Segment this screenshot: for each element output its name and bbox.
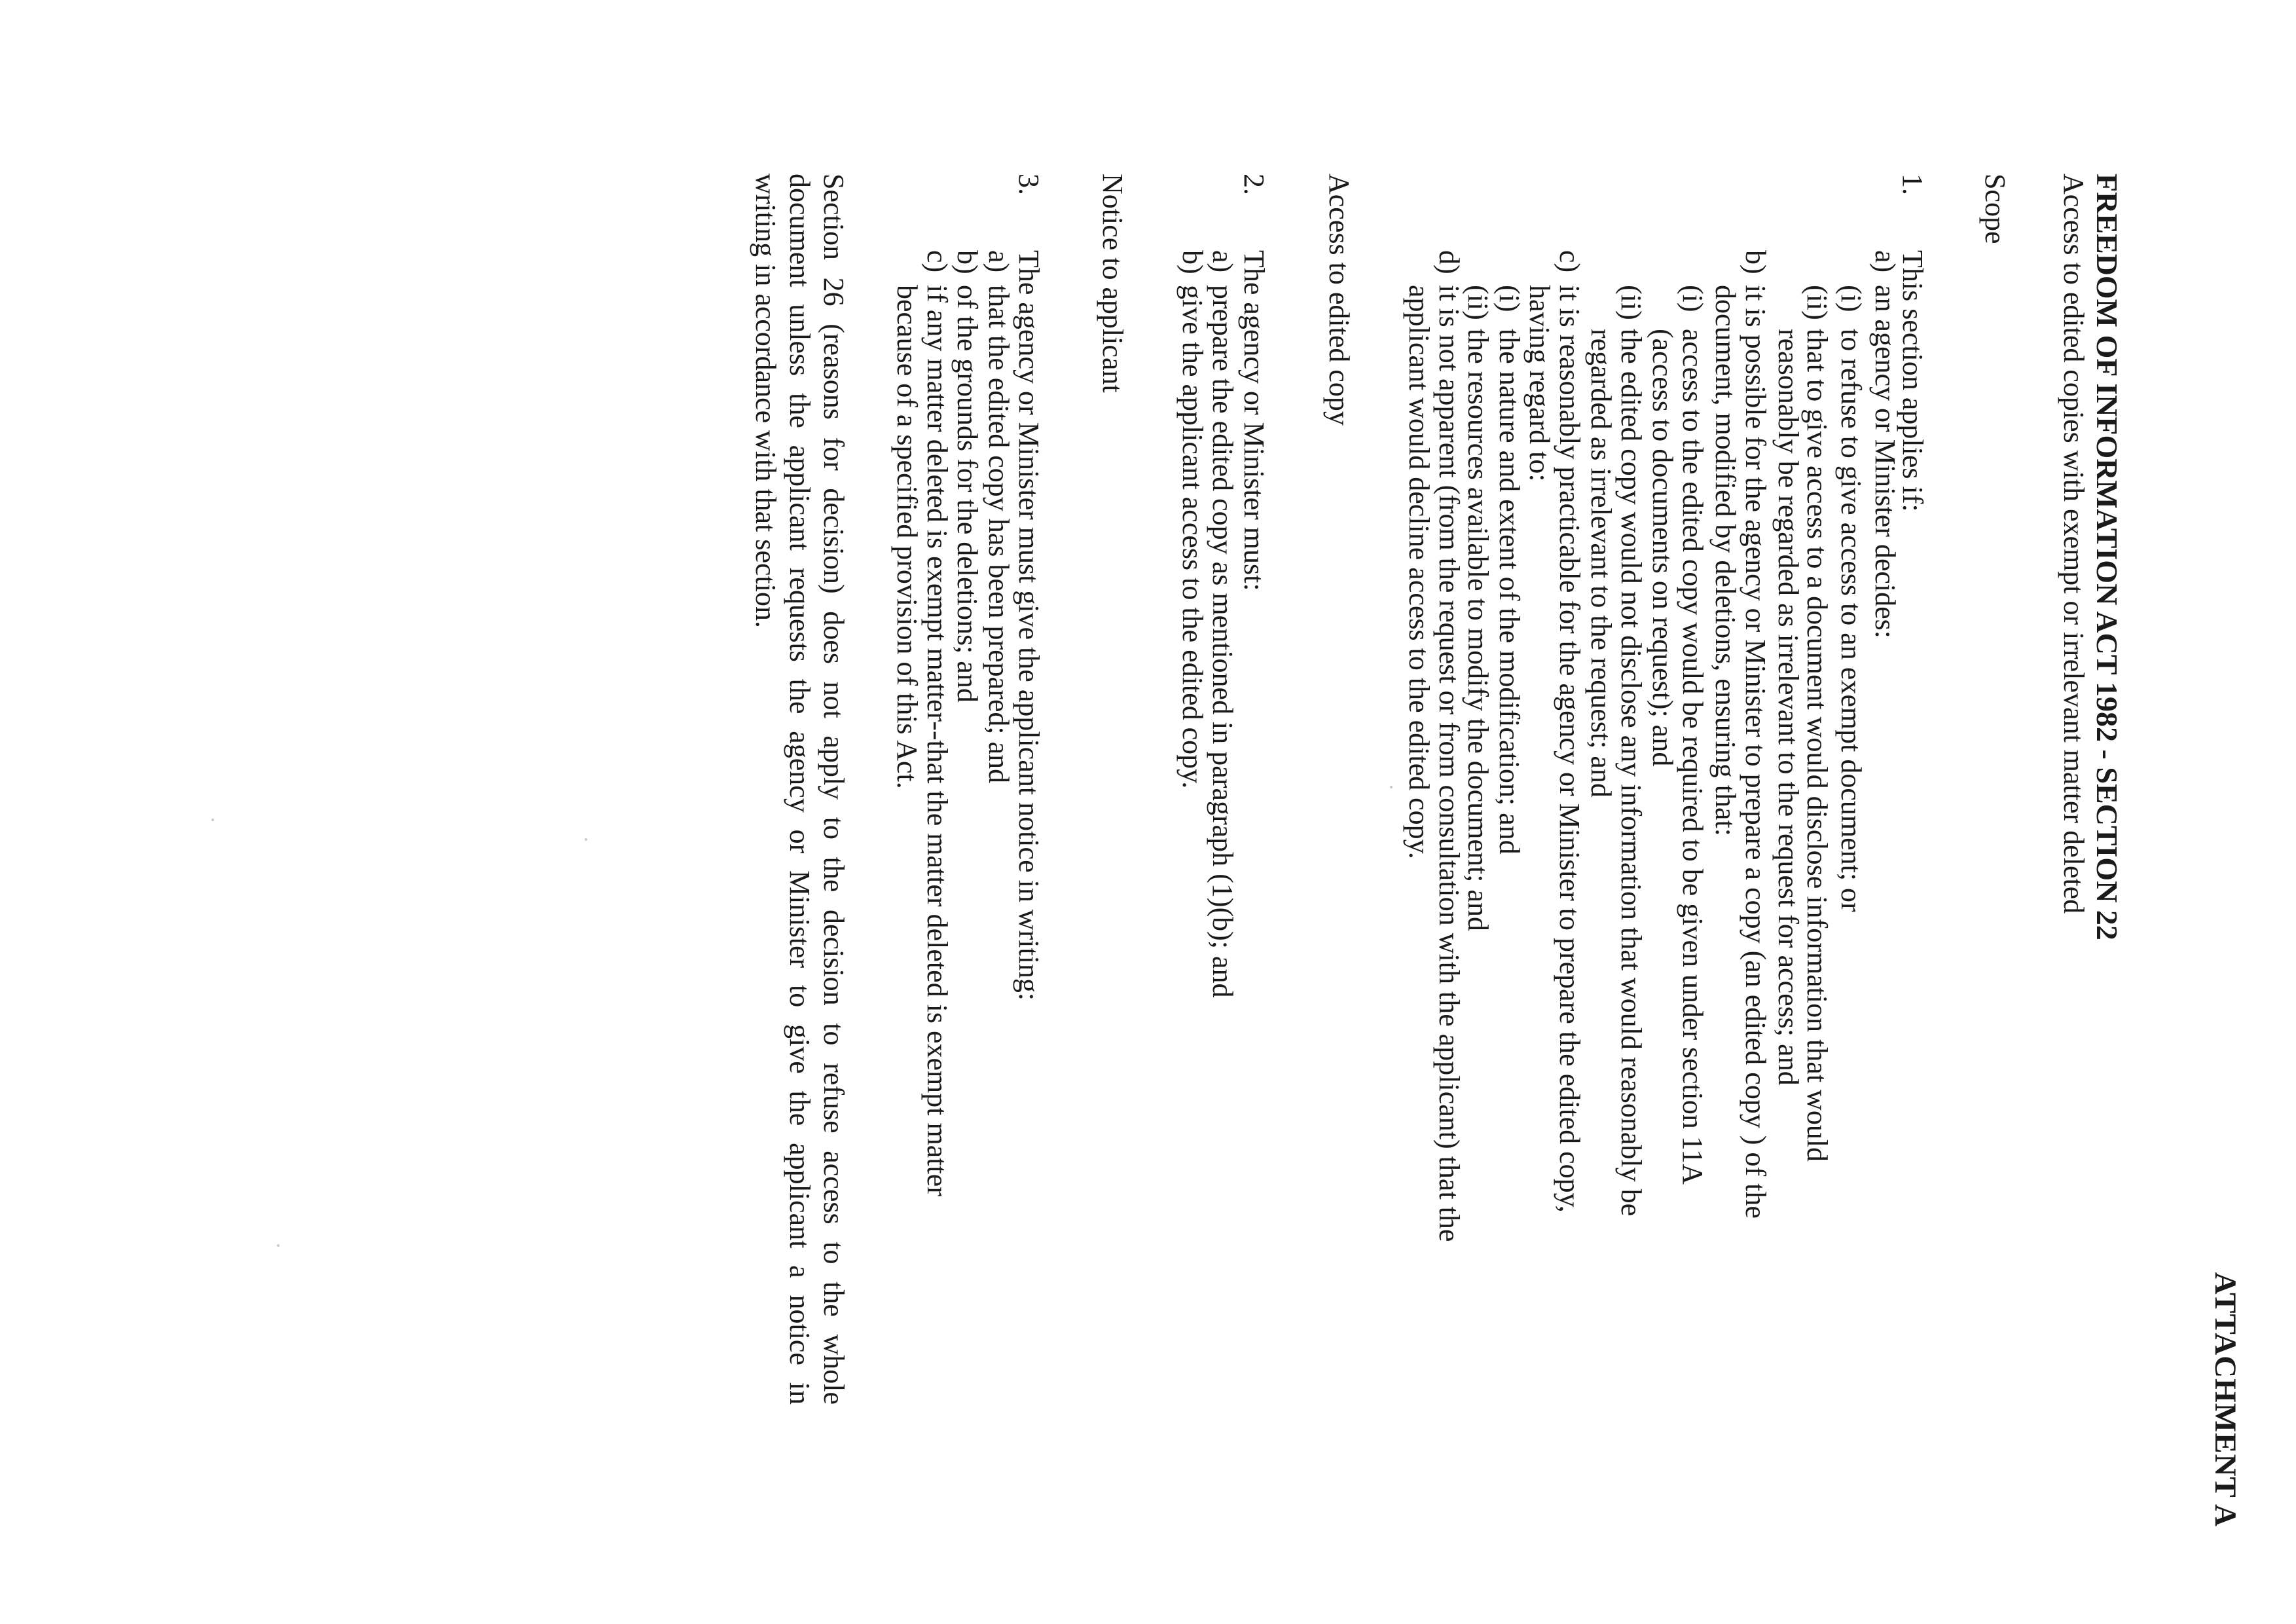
notice-heading: Notice to applicant (1097, 174, 1129, 393)
scope-b-i-line1: access to the edited copy would be required to be given under section 11A (1677, 329, 1709, 1185)
access-b-marker: b) (1176, 250, 1209, 274)
notice-b-marker: b) (951, 250, 983, 274)
notice-a-marker: a) (983, 250, 1015, 273)
scope-intro: This section applies if: (1897, 250, 1929, 512)
notice-a-text: that the edited copy has been prepared; and (983, 285, 1015, 784)
scope-c-line1: it is reasonably practicable for the agency or Minister to prepare the edited copy, (1554, 285, 1586, 1213)
access-intro: The agency or Minister must: (1238, 250, 1270, 591)
access-number: 2. (1238, 174, 1270, 195)
scan-speck (277, 1244, 280, 1247)
closing-line-1: Section 26 (reasons for decision) does not apply to the decision to refuse access to the whole (818, 174, 850, 1405)
scope-c-line2: having regard to: (1523, 285, 1556, 482)
document-title: FREEDOM OF INFORMATION ACT 1982 - SECTION 22 (2090, 174, 2124, 940)
scope-number: 1. (1897, 174, 1929, 195)
scan-speck (211, 819, 214, 821)
scope-c-ii-text: the resources available to modify the document; and (1462, 329, 1494, 932)
scope-a-marker: a) (1869, 250, 1901, 273)
scope-b-marker: b) (1740, 250, 1772, 274)
notice-c-line1: if any matter deleted is exempt matter--that the matter deleted is exempt matter (921, 285, 953, 1196)
attachment-label: ATTACHMENT A (2208, 1272, 2242, 1527)
scope-a-ii-line2: reasonably be regarded as irrelevant to the request for access; and (1772, 329, 1804, 1086)
scan-speck (585, 838, 587, 841)
scope-b-i-line2: (access to documents on request); and (1647, 329, 1679, 767)
notice-number: 3. (1013, 174, 1045, 195)
scope-b-ii-line1: the edited copy would not disclose any information that would reasonably be (1615, 329, 1647, 1217)
notice-b-text: of the grounds for the deletions; and (951, 285, 983, 703)
scope-a-ii-line1: that to give access to a document would disclose information that would (1801, 329, 1833, 1162)
scope-b-ii-line2: regarded as irrelevant to the request; and (1585, 329, 1617, 798)
closing-line-2: document unless the applicant requests the agency or Minister to give the applicant a notice in (784, 174, 816, 1405)
scope-heading: Scope (1979, 174, 2011, 244)
closing-line-3: writing in accordance with that section. (750, 174, 782, 628)
closing-paragraph (748, 174, 850, 1405)
scope-a-ii-marker: (ii) (1801, 285, 1833, 320)
access-b-text: give the applicant access to the edited copy. (1176, 285, 1209, 789)
scope-c-i-marker: (i) (1493, 285, 1525, 312)
scope-d-marker: d) (1433, 250, 1465, 274)
notice-intro: The agency or Minister must give the applicant notice in writing: (1013, 250, 1045, 1001)
scope-d-line2: applicant would decline access to the edited copy. (1403, 285, 1435, 859)
scope-b-line2: document, modified by deletions, ensuring that: (1709, 285, 1741, 836)
scope-b-ii-marker: (ii) (1615, 285, 1647, 320)
scope-a-text: an agency or Minister decides: (1869, 285, 1901, 639)
scope-b-i-marker: (i) (1677, 285, 1709, 312)
scan-speck (1390, 786, 1393, 788)
access-a-text: prepare the edited copy as mentioned in paragraph (1)(b); and (1207, 285, 1239, 998)
document-subtitle: Access to edited copies with exempt or irrelevant matter deleted (2058, 174, 2090, 914)
scope-c-marker: c) (1554, 250, 1586, 273)
scope-b-line1: it is possible for the agency or Minister to prepare a copy (an edited copy ) of the (1740, 285, 1772, 1219)
scope-a-i-marker: (i) (1835, 285, 1867, 312)
scope-d-line1: it is not apparent (from the request or from consultation with the applicant) that the (1433, 285, 1465, 1242)
access-a-marker: a) (1207, 250, 1239, 273)
scope-a-i-text: to refuse to give access to an exempt document; or (1835, 329, 1867, 912)
scope-c-ii-marker: (ii) (1462, 285, 1494, 320)
notice-c-line2: because of a specified provision of this Act. (891, 285, 923, 789)
scope-c-i-text: the nature and extent of the modification; and (1493, 329, 1525, 855)
notice-c-marker: c) (921, 250, 953, 273)
access-heading: Access to edited copy (1323, 174, 1355, 426)
